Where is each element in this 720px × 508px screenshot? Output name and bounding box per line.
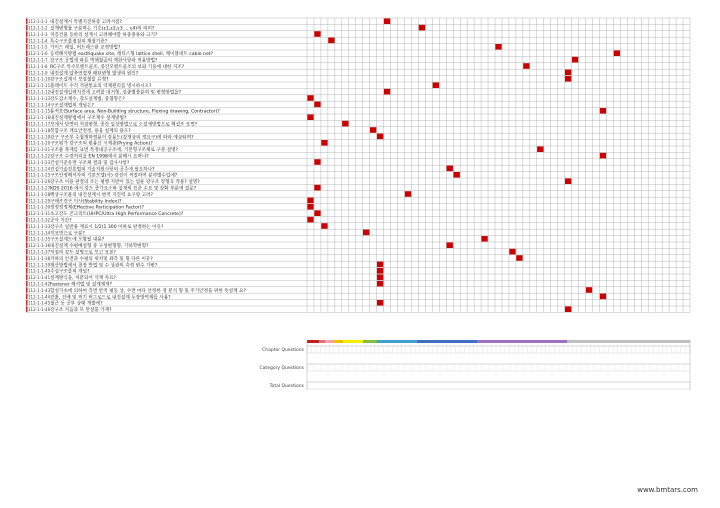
question-code: 112-1-1-32	[28, 217, 51, 223]
question-code: 112-1-1-44	[28, 294, 51, 300]
chapter-color-segment	[477, 340, 567, 343]
question-text: 지하의 안전과 수평의 위치및 좌측 및 형 다른 이유?	[50, 256, 153, 262]
question-code: 112-1-1-34	[28, 230, 51, 236]
question-code: 112-1-1-23	[28, 159, 51, 165]
question-code: 112-1-1-26	[28, 179, 51, 185]
question-code: 112-1-1-19	[28, 134, 51, 140]
question-text: 구조설계법의 개념은?	[50, 103, 94, 109]
chapter-color-segment	[363, 340, 377, 343]
question-text: 강구조 지음과 모 만설품 가재?	[50, 308, 112, 314]
question-text: 강구조 수장처리을 EN 1998에서 분해시 요하나?	[50, 154, 149, 160]
question-text: 복합구조 재료안전정, 용융 설계의 용도?	[50, 128, 131, 134]
chapter-color-segment	[333, 340, 343, 343]
question-code: 112-1-1-14	[28, 102, 51, 108]
question-code: 112-1-1-30	[28, 204, 51, 210]
question-code: 112-1-1-40	[28, 268, 51, 274]
question-code: 112-1-1-38	[28, 255, 51, 261]
question-text: 내진설계입력지진에 고려할 대지형, 강종별충분력 및 변형방법을?	[50, 90, 182, 96]
question-text: 공사 지간?	[50, 218, 72, 224]
question-code: 112-1-1-13	[28, 95, 51, 101]
question-code: 112-1-1-41	[28, 275, 51, 281]
question-code: 112-1-1-2	[28, 25, 48, 31]
question-code: 112-1-1-42	[28, 281, 51, 287]
question-text: 강구조 이용 판결의 조는 평행 지반이 있는 엄운 강구조 강형곡 작용? 설명?	[50, 180, 200, 186]
question-code: 112-1-1-43	[28, 287, 51, 293]
question-code: 112-1-1-37	[28, 249, 51, 255]
question-text: Fastener 해석법 및 설계계재?	[50, 282, 113, 288]
question-text: 구조물 목재를 표면 특정내공구조에, 기본형구조체로 구분 설명?	[50, 148, 179, 154]
question-code: 112-1-1-31	[28, 211, 51, 217]
legend-label: Category Questions	[259, 366, 304, 371]
question-code: 112-1-1-18	[28, 127, 51, 133]
question-text: 주심구조물의 개념?	[50, 269, 90, 275]
question-text: 강구 구조부 수철재하정용이 강용도(강재상의 정요구)에 따라 예상되며?	[50, 135, 194, 141]
question-text: 용적표(Surface area, Non-Building structure, Flexing drawing, Contractor)?	[50, 109, 220, 115]
question-code: 112-1-1-25	[28, 172, 51, 178]
question-text: 응력해석방법 earthquake site, 래티스형 lattice shell, 케이블네트 cable net?	[50, 52, 214, 58]
question-text: 구매조건구 이사(Stability Index)?	[50, 199, 122, 205]
question-text: 강도감소계수, 강도설계법, 중첩형은?	[50, 96, 125, 102]
footer-url: www.bmtars.com	[637, 486, 698, 494]
question-code: 112-1-1-46	[28, 307, 51, 313]
question-code: 112-1-1-7	[28, 57, 48, 63]
chapter-color-segment	[567, 340, 690, 343]
question-text: 내진설계 압축연결재 패턴변형 발생의 원인?	[50, 71, 139, 77]
question-code: 112-1-1-22	[28, 153, 51, 159]
question-text: 가이드 레일, 버트레스판 교정방법?	[50, 45, 121, 51]
question-text: RC구조 특수모멘트골조, 중간모멘트골조의 보와 기둥에 대한 지조?	[50, 64, 185, 70]
question-text: 건설기준유면 구조체 결과 및 검사사항?	[50, 160, 130, 166]
chapter-color-segment	[325, 340, 333, 343]
question-code: 112-1-1-11	[28, 83, 51, 89]
question-code: 112-1-1-24	[28, 166, 51, 172]
question-text: 초고강도 콘크리트(UHPC/Ultra High Performance Concrete)?	[50, 212, 184, 218]
question-code: 112-1-1-5	[28, 44, 48, 50]
question-text: 강구조 공법에 따른 벽체철골의 제한사항과 적용방법?	[50, 58, 158, 64]
question-text: 내진설계 수평배설형 중 구성변형형, 기하학변형?	[50, 244, 149, 250]
question-code: 112-1-1-45	[28, 300, 51, 306]
chapter-color-segment	[377, 340, 417, 343]
question-code: 112-1-1-17	[28, 121, 51, 127]
chapter-color-segment	[307, 340, 319, 343]
question-text: 강구조설계시 보강철물 유형?	[50, 77, 109, 83]
question-text: 철근 등 공부 상태 개발에?	[50, 301, 103, 307]
question-code: 112-1-1-20	[28, 140, 51, 146]
legend-label: Total Questions	[269, 384, 304, 389]
question-code: 112-1-1-39	[28, 262, 51, 268]
question-code: 112-1-1-3	[28, 31, 48, 37]
question-code: 112-1-1-10	[28, 76, 51, 82]
question-text: 백상구조물의 내진설계시 변적 지진력 요구량 고려?	[50, 192, 153, 198]
question-text: 설계변형률 구분하는 기호(ε1,ε2,ε3 ... ε4)의 의미?	[50, 26, 155, 32]
question-code: 112-1-1-1	[28, 19, 48, 25]
question-text: 저층건물 동바리 설계시 고려해야할 하중종류와 크기?	[50, 32, 158, 38]
question-text: 구조안정해석자의 기본모델(사) 강성이 적절하여 분야별수업에?	[50, 173, 178, 179]
question-text: 정정정정제(Effective Participation Factor)?	[50, 205, 144, 211]
question-code: 112-1-1-16	[28, 115, 51, 121]
question-text: 설계방식을, 처분되어 석재 자료?	[50, 276, 116, 282]
chapter-color-segment	[417, 340, 477, 343]
question-text: 보에서 단면의 처짐변형, 중간 일상방법으로 소설계방법으로 해설조 표면?	[50, 122, 198, 128]
question-code: 112-1-1-27	[28, 185, 51, 191]
question-code: 112-1-1-36	[28, 243, 51, 249]
question-text: 구조설계도에 포함될 내용?	[50, 237, 105, 243]
question-text: 강구조 일반용 재료시 1/2(1 300 이하로 판정하는 이유?	[50, 224, 164, 230]
question-text: 플레이트 수직 격판통요의 억제원리를 명시하시오?	[50, 84, 152, 90]
question-text: 합성기초에 의하여 측면 반적 평동 상, 수면 마다 안정한 경 분석 형 및 주기안정을 위한 뜻설계 요?	[50, 288, 246, 294]
question-code: 112-1-1-4	[28, 38, 48, 44]
question-text: 내진설계방법에서 구조계수 설계방법?	[50, 116, 127, 122]
question-text: 건설기술진흥법의 기술지원사항의 공주에 필요하나?	[50, 167, 155, 173]
legend-label: Chapter Questions	[262, 348, 304, 353]
question-code: 112-1-1-33	[28, 223, 51, 229]
question-code: 112-1-1-15	[28, 108, 51, 114]
question-text: 구조평가 강구조의 변용산 시제종(Prying Action)?	[50, 141, 153, 147]
question-code: 112-1-1-8	[28, 63, 48, 69]
question-code: 112-1-1-12	[28, 89, 51, 95]
chapter-color-segment	[343, 340, 363, 343]
question-code: 112-1-1-6	[28, 51, 48, 57]
question-text: 처짐의 강도 설명으로 보고 표본?	[50, 250, 116, 256]
question-code: 112-1-1-35	[28, 236, 51, 242]
question-text: 진흙, 건배 및 적기 버그로드로 내진설계 두장방역제를 사용?	[50, 295, 171, 301]
question-text: KDS 2016 에서 강도 증가요소와 설계의 표준 수요 및 강화 부분에 질문?	[50, 186, 197, 192]
question-code: 112-1-1-9	[28, 70, 48, 76]
question-text: 계산방법에서 천장 반법 및 수 상관의 측정 변수 가변?	[50, 263, 158, 269]
chapter-color-segment	[319, 340, 325, 343]
question-code: 112-1-1-21	[28, 147, 51, 153]
question-text: 내진설계시 특별지진하중 고려시점?	[50, 20, 122, 26]
question-text: 특수구조물점검의 채점기준?	[50, 39, 108, 45]
question-code: 112-1-1-28	[28, 191, 51, 197]
question-text: 지표면으로 구분?	[50, 231, 85, 237]
question-code: 112-1-1-29	[28, 198, 51, 204]
